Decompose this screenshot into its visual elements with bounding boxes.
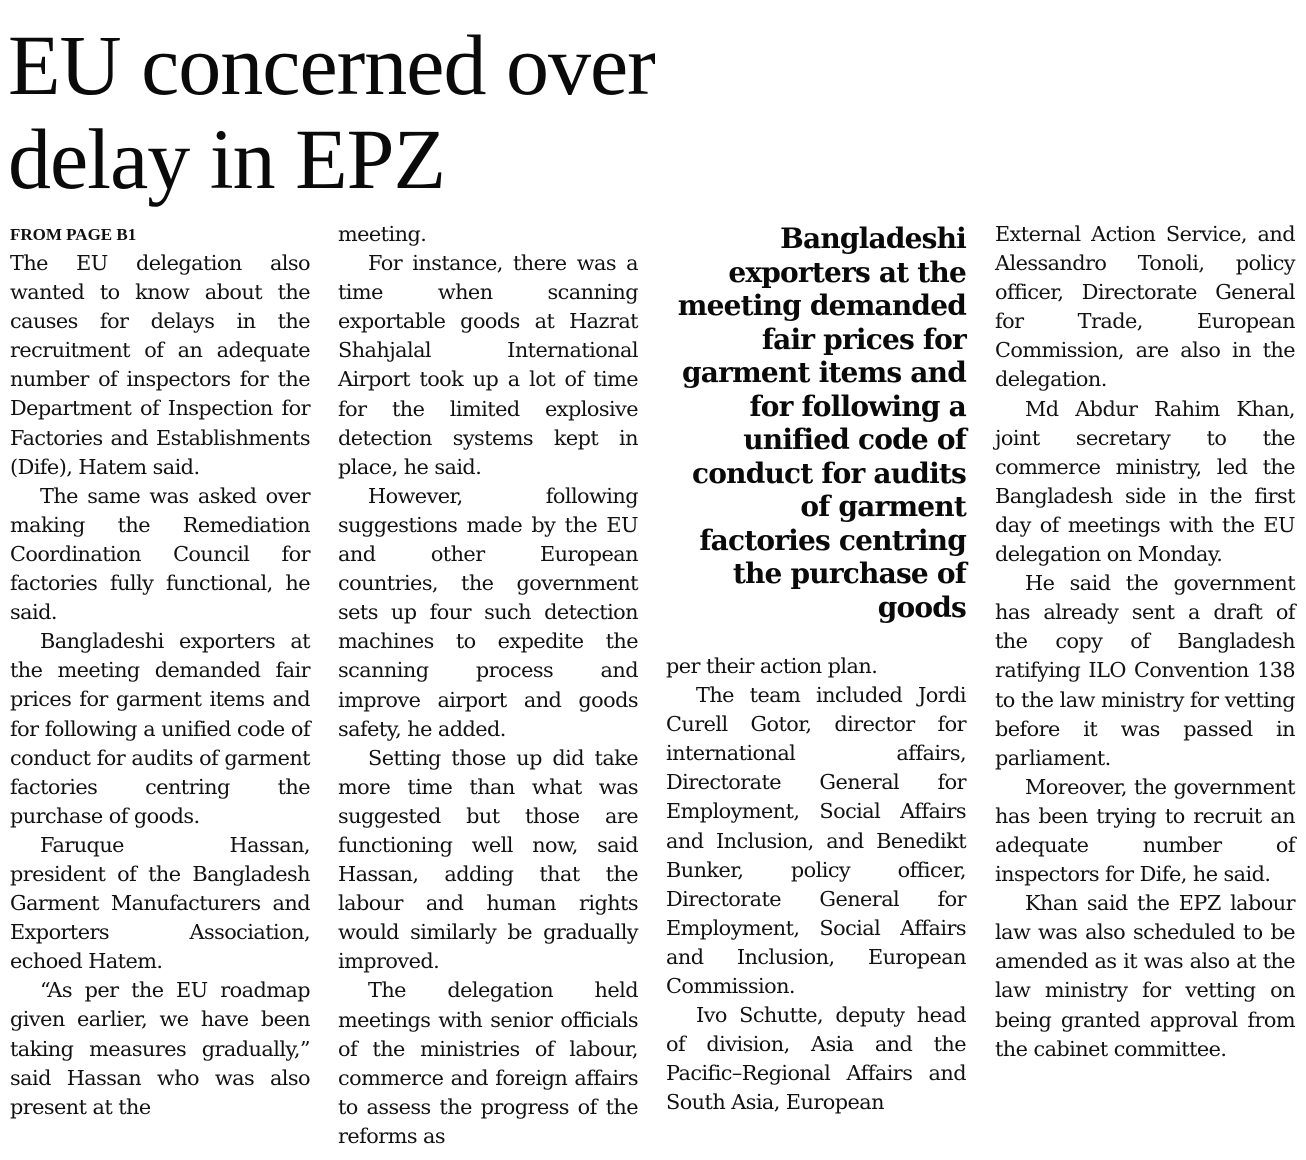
paragraph: However, following suggestions made by the EU and other European countries, the government sets up four such detection machines to expedite the scanning process and improve airport and goods safety, he added. — [338, 483, 638, 741]
paragraph: meeting. — [338, 222, 427, 246]
paragraph: Bangladeshi exporters at the meeting demanded fair prices for garment items and for following a unified code of conduct for audits of garment factories centring the purchase of goods. — [10, 629, 310, 828]
paragraph: Ivo Schutte, deputy head of division, Asia and the Pacific–Regional Affairs and South Asia, European — [666, 1003, 966, 1115]
paragraph: Khan said the EPZ labour law was also scheduled to be amended as it was also at the law ministry for vetting on being granted approval from the cabinet committee. — [995, 891, 1295, 1061]
paragraph: Moreover, the government has been trying to recruit an adequate number of inspectors for Dife, he said. — [995, 774, 1295, 887]
paragraph: The delegation held meetings with senior officials of the ministries of labour, commerce and foreign affairs to assess the progress of the reforms as — [338, 978, 638, 1148]
article-column-1 — [10, 220, 310, 1122]
paragraph: For instance, there was a time when scanning exportable goods at Hazrat Shahjalal International Airport took up a lot of time for the limited explosive detection systems kept in place, he said. — [338, 251, 638, 479]
paragraph: Md Abdur Rahim Khan, joint secretary to the commerce ministry, led the Bangladesh side in the first day of meetings with the EU delegation on Monday. — [995, 396, 1295, 567]
paragraph: The team included Jordi Curell Gotor, director for international affairs, Directorate General for Employment, Social Affairs and Inclusion, and Benedikt Bunker, policy officer, Directorate General for Employment, Social Affairs and Inclusion, European Commission. — [666, 683, 966, 999]
headline-line-2: delay in EPZ — [8, 111, 446, 207]
paragraph: He said the government has already sent a draft of the copy of Bangladesh ratifying ILO Convention 138 to the law ministry for vetting before it was passed in parliament. — [995, 571, 1295, 770]
paragraph: Setting those up did take more time than what was suggested but those are functioning well now, said Hassan, adding that the labour and human rights would similarly be gradually improved. — [338, 745, 638, 974]
paragraph: The same was asked over making the Remediation Coordination Council for factories fully functional, he said. — [10, 483, 310, 625]
pull-quote: Bangladeshi exporters at the meeting demanded fair prices for garment items and for following a unified code of conduct for audits of garment factories centring the purchase of goods — [677, 222, 966, 624]
paragraph: External Action Service, and Alessandro Tonoli, policy officer, Directorate General for Trade, European Commission, are also in the delegation. — [995, 222, 1295, 392]
headline — [8, 18, 768, 206]
article-column-2 — [338, 220, 638, 1151]
paragraph: The EU delegation also wanted to know about the causes for delays in the recruitment of an adequate number of inspectors for the Department of Inspection for Factories and Establishments (Dife), Hatem said. — [10, 251, 310, 479]
paragraph: Faruque Hassan, president of the Bangladesh Garment Manufacturers and Exporters Association, echoed Hatem. — [10, 832, 310, 974]
paragraph: “As per the EU roadmap given earlier, we have been taking measures gradually,” said Hassan who was also present at the — [10, 978, 310, 1119]
article-column-4 — [995, 220, 1295, 1064]
dateline: FROM PAGE B1 — [10, 225, 137, 244]
headline-line-1: EU concerned over — [8, 17, 655, 113]
paragraph: per their action plan. — [666, 654, 878, 678]
